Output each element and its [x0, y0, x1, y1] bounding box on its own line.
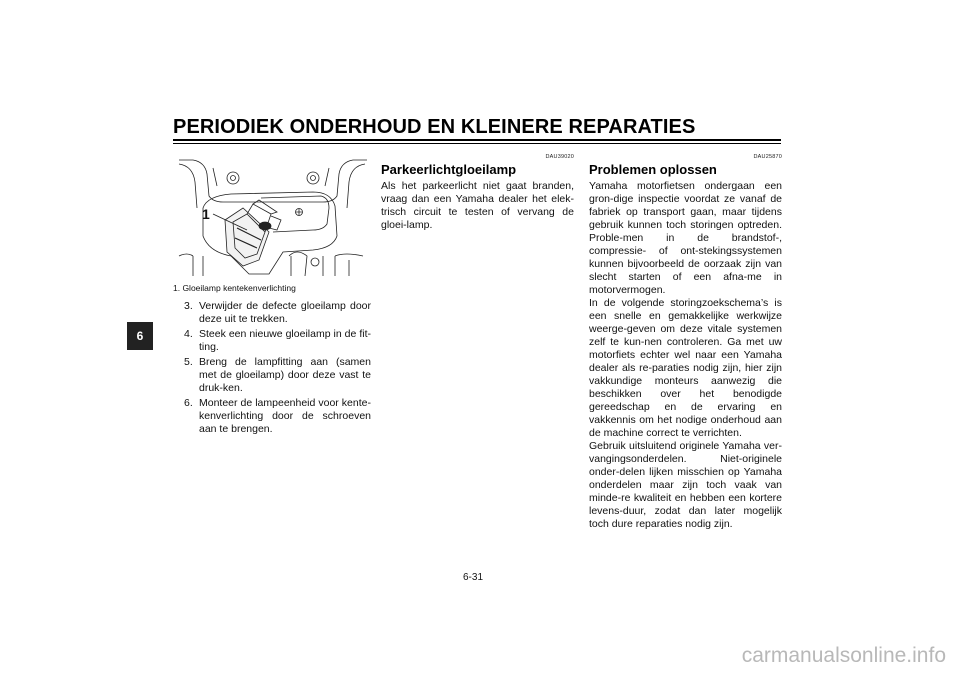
- section-paragraph: In de volgende storingzoekschema’s is een snelle en gemakkelijke werkwijze weerge-geven om deze vitale systemen zelf te kun-nen controleren. Ga met uw motorfiets echter wel naar een Yamaha dealer als re-paraties nodig zijn, hier zijn vakkundige monteurs aanwezig die beschikken over het benodigde gereedschap en de ervaring en vakkennis om het nodige onderhoud aan de machine correct te verrichten.: [589, 297, 782, 439]
- section-code: DAU25870: [753, 154, 782, 160]
- watermark: carmanualsonline.info: [741, 644, 946, 667]
- step-number: 4.: [184, 328, 193, 340]
- step-text: Verwijder de defecte gloeilamp door deze uit te trekken.: [199, 300, 371, 325]
- header-rule-thick: [173, 139, 781, 141]
- step-number: 5.: [184, 356, 193, 368]
- figure-caption: 1. Gloeilamp kentekenverlichting: [173, 283, 296, 293]
- chapter-tab: 6: [127, 322, 153, 350]
- steps-list: [173, 300, 371, 438]
- section-body: Als het parkeerlicht niet gaat branden, vraag dan een Yamaha dealer het elek-trisch circuit te testen of vervang de gloei-lamp.: [381, 180, 574, 231]
- troubleshooting-section: [589, 154, 782, 531]
- step-number: 6.: [184, 397, 193, 409]
- figure-callout-number: 1: [202, 206, 210, 222]
- section-heading: Problemen oplossen: [589, 162, 717, 177]
- section-paragraph: Yamaha motorfietsen ondergaan een gron-dige inspectie voordat ze vanaf de fabriek op transport gaan, maar tijdens gebruik kunnen toch storingen optreden. Proble-men in de brandstof-, compressie- of ont-stekingssystemen kunnen bijvoorbeeld de oorzaak zijn van slecht starten of een afna-me in motorvermogen.: [589, 180, 782, 296]
- step-number: 3.: [184, 300, 193, 312]
- page-title: PERIODIEK ONDERHOUD EN KLEINERE REPARATIES: [173, 116, 696, 138]
- page-number: 6-31: [463, 572, 484, 583]
- section-code: DAU39020: [545, 154, 574, 160]
- step-text: Breng de lampfitting aan (samen met de gloeilamp) door deze vast te druk-ken.: [199, 356, 371, 394]
- list-item: [173, 300, 371, 326]
- parking-light-section: [381, 154, 574, 232]
- list-item: [173, 356, 371, 395]
- header-rule-thin: [173, 143, 781, 144]
- list-item: [173, 328, 371, 354]
- list-item: [173, 397, 371, 436]
- section-paragraph: Gebruik uitsluitend originele Yamaha ver-vangingsonderdelen. Niet-originele onder-delen lijken misschien op Yamaha onderdelen maar zijn toch vaak van minde-re kwaliteit en hebben een kortere levens-duur, zodat dan later mogelijk toch dure reparaties nodig zijn.: [589, 440, 782, 530]
- section-heading: Parkeerlichtgloeilamp: [381, 162, 517, 177]
- step-text: Monteer de lampeenheid voor kente-kenverlichting door de schroeven aan te brengen.: [199, 397, 371, 435]
- step-text: Steek een nieuwe gloeilamp in de fit-ting.: [199, 328, 371, 353]
- license-lamp-illustration: [173, 156, 371, 278]
